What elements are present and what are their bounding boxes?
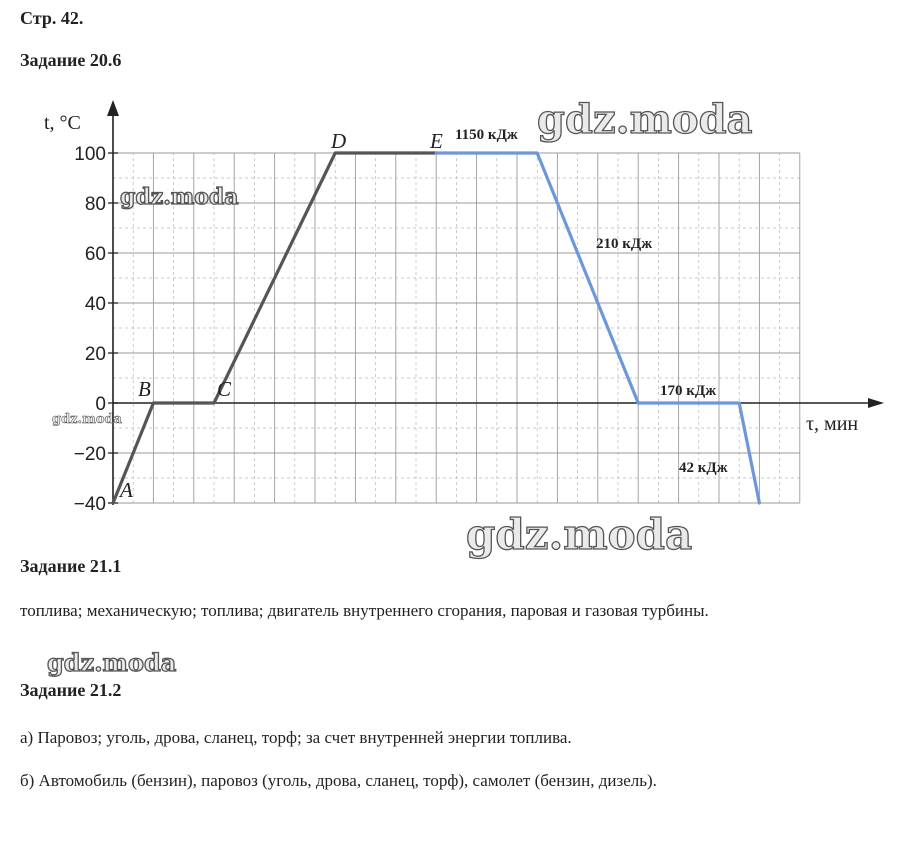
y-tick-label: −20 [73,444,106,465]
point-label-e: E [430,129,443,153]
y-tick-label: 80 [84,194,106,215]
y-tick-label: 0 [95,394,106,415]
energy-annotation: 1150 кДж [455,127,518,143]
y-tick-label: 100 [74,144,106,165]
y-axis-arrow [107,100,119,116]
point-label-a: A [120,478,133,502]
chart-axes [107,100,884,505]
chart-labels [44,112,858,515]
energy-annotation: 210 кДж [596,236,653,252]
energy-annotation: 170 кДж [660,383,717,399]
y-axis-label: t, °C [44,112,81,134]
energy-annotation: 42 кДж [679,460,728,476]
x-axis-label: τ, мин [806,413,859,435]
task-21-2-item-b: б) Автомобиль (бензин), паровоз (уголь, дрова, сланец, торф), самолет (бензин, дизель). [20,771,657,790]
task-20-6-title: Задание 20.6 [20,50,122,70]
y-tick-label: 40 [84,294,106,315]
task-21-1-text: топлива; механическую; топлива; двигатель внутреннего сгорания, паровая и газовая турбины. [20,601,709,620]
y-tick-label: 60 [84,244,106,265]
point-label-d: D [331,129,347,153]
point-label-c: C [217,377,232,401]
y-tick-label: −40 [73,494,106,515]
temperature-time-graph [0,95,900,515]
page-label: Стр. 42. [20,8,84,28]
task-21-2-title: Задание 21.2 [20,680,122,700]
task-21-2-item-a: а) Паровоз; уголь, дрова, сланец, торф; за счет внутренней энергии топлива. [20,728,572,747]
watermark-logo: gdz.moda [47,648,177,677]
y-tick-label: 20 [84,344,106,365]
watermark-logo: gdz.moda [466,510,693,559]
point-label-b: B [138,377,151,401]
watermark-logo: gdz.moda [52,412,123,427]
task-21-1-title: Задание 21.1 [20,556,122,576]
watermark-logo: gdz.moda [537,96,753,143]
watermark-logo: gdz.moda [120,184,239,210]
x-axis-arrow [868,398,884,408]
